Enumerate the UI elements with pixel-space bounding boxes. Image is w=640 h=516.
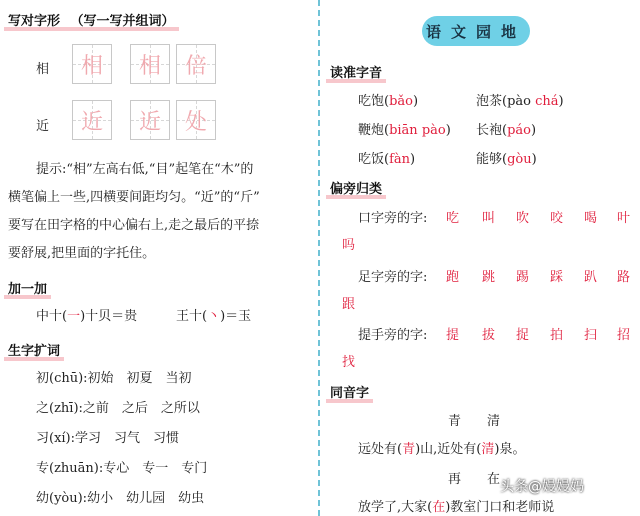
read-item: 吃饭(fàn) [358,152,416,167]
add-eq2-answer: 丶 [207,309,221,324]
read-item: 鞭炮(biān pào) [358,123,451,138]
read-heading: 读准字音 [330,62,382,81]
tip-line-1: 提示:“相”左高右低,“目”起笔在“木”的 [36,162,254,177]
radical-char: 扫 [584,328,598,343]
write-heading-sub: （写一写并组词） [70,14,175,29]
radical-char: 叶 [617,211,631,226]
tip-line-2: 横笔偏上一些,四横要间距均匀。“近”的“斤” [8,190,260,205]
homophone-sentence-1: 远处有(青)山,近处有(清)泉。 [358,442,526,457]
expand-row: 之(zhī):之前 之后 之所以 [36,401,200,416]
radical-char: 跳 [482,270,496,285]
radical-char: 拍 [550,328,564,343]
expand-row: 幼(yòu):幼小 幼儿园 幼虫 [36,491,205,506]
expand-row: 初(chū):初始 初夏 当初 [36,371,192,386]
radical-char: 跟 [342,297,356,312]
read-item: 吃饱(bǎo) [358,94,419,109]
radical-char: 踩 [550,270,564,285]
write-heading [8,10,175,29]
homophone-pair-1: 青 清 [448,414,501,429]
radical-heading: 偏旁归类 [330,178,382,197]
radical-char: 吃 [446,211,460,226]
expand-heading: 生字扩词 [8,340,60,359]
watermark: 头条@嫚嫚妈 [500,479,584,495]
read-item: 长袍(páo) [476,123,537,138]
expand-row: 专(zhuān):专心 专一 专门 [36,461,208,476]
read-item: 能够(gòu) [476,152,537,167]
grid1-cell-2: 相 [130,44,170,84]
radical-char: 喝 [584,211,598,226]
read-item: 泡茶(pào chá) [476,94,564,109]
radical-char: 踢 [516,270,530,285]
radical-char: 路 [617,270,631,285]
grid1-cell-3: 倍 [176,44,216,84]
radical-char: 叫 [482,211,496,226]
radical-char: 招 [617,328,631,343]
grid2-cell-1: 近 [72,100,112,140]
radical-char: 拔 [482,328,496,343]
grid1-cell-1: 相 [72,44,112,84]
section-title-badge [422,16,530,46]
expand-row: 习(xí):学习 习气 习惯 [36,431,180,446]
radical-char: 吹 [516,211,530,226]
add-eq1-answer: 一 [67,309,81,324]
radical-char: 找 [342,355,356,370]
add-equation-1: 中十(一)十贝＝贵 [36,309,138,324]
grid2-cell-2: 近 [130,100,170,140]
grid1-label: 相 [36,62,50,77]
grid2-cell-3: 处 [176,100,216,140]
tip-line-3: 要写在田字格的中心偏右上,走之最后的平捺 [8,218,260,233]
radical-group-label: 足字旁的字: [358,270,428,285]
radical-group-label: 口字旁的字: [358,211,428,226]
homophone-sentence-2: 放学了,大家(在)教室门口和老师说 [358,500,555,515]
radical-char: 跑 [446,270,460,285]
radical-char: 趴 [584,270,598,285]
section-title: 语文园地 [425,22,526,41]
grid2-label: 近 [36,119,50,134]
add-equation-2: 王十(丶)＝玉 [176,309,252,324]
radical-char: 吗 [342,238,356,253]
radical-char: 捉 [516,328,530,343]
radical-group-label: 提手旁的字: [358,328,428,343]
radical-char: 提 [446,328,460,343]
radical-char: 咬 [550,211,564,226]
write-heading-title: 写对字形 [8,14,61,29]
column-divider [318,0,320,516]
add-heading: 加一加 [8,278,47,297]
homophone-pair-2: 再 在 [448,472,501,487]
tip-line-4: 要舒展,把里面的字托住。 [8,246,156,261]
homophone-heading: 同音字 [330,382,369,401]
